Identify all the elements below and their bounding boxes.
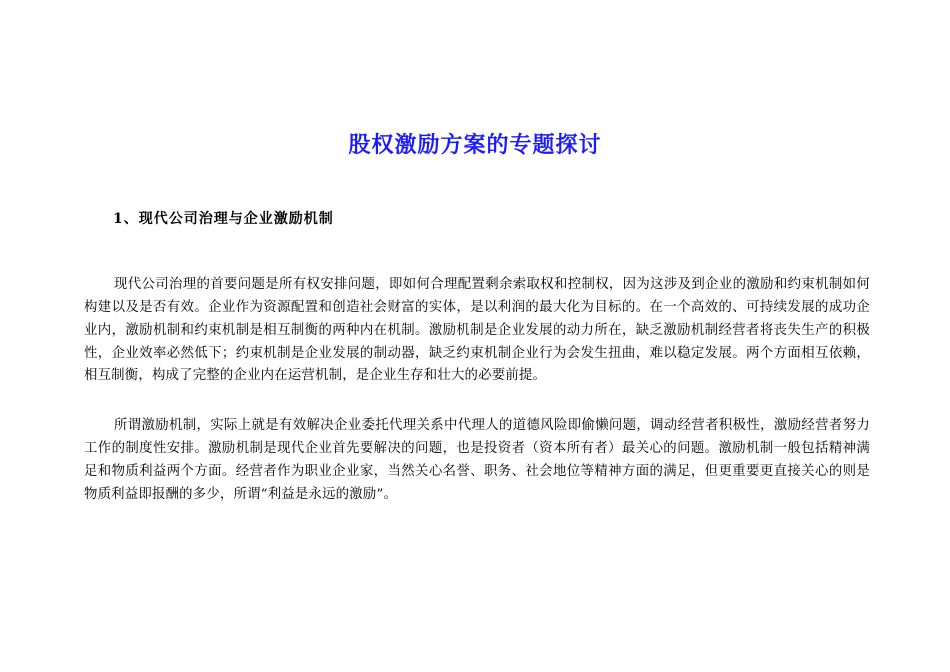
section-heading: 1、现代公司治理与企业激励机制: [113, 211, 334, 227]
body-paragraph-2: 所谓激励机制，实际上就是有效解决企业委托代理关系中代理人的道德风险即偷懒问题，调动经营者积极性，激励经营者努力工作的制度性安排。激励机制是现代企业首先要解决的问题，也是投资者（资本所有者）最关心的问题。激励机制一般包括精神满足和物质利益两个方面。经营者作为职业企业家，当然关心名誉、职务、社会地位等精神方面的满足，但更重要更直接关心的则是物质利益即报酬的多少，所谓“利益是永远的激励”。: [84, 418, 870, 502]
document-title: 股权激励方案的专题探讨: [348, 132, 602, 158]
body-paragraph-1: 现代公司治理的首要问题是所有权安排问题，即如何合理配置剩余索取权和控制权，因为这涉及到企业的激励和约束机制如何构建以及是否有效。企业作为资源配置和创造社会财富的实体，是以利润的最大化为目标的。在一个高效的、可持续发展的成功企业内，激励机制和约束机制是相互制衡的两种内在机制。激励机制是企业发展的动力所在，缺乏激励机制经营者将丧失生产的积极性，企业效率必然低下；约束机制是企业发展的制动器，缺乏约束机制企业行为会发生扭曲，难以稳定发展。两个方面相互依赖，相互制衡，构成了完整的企业内在运营机制，是企业生存和壮大的必要前提。: [84, 277, 870, 384]
